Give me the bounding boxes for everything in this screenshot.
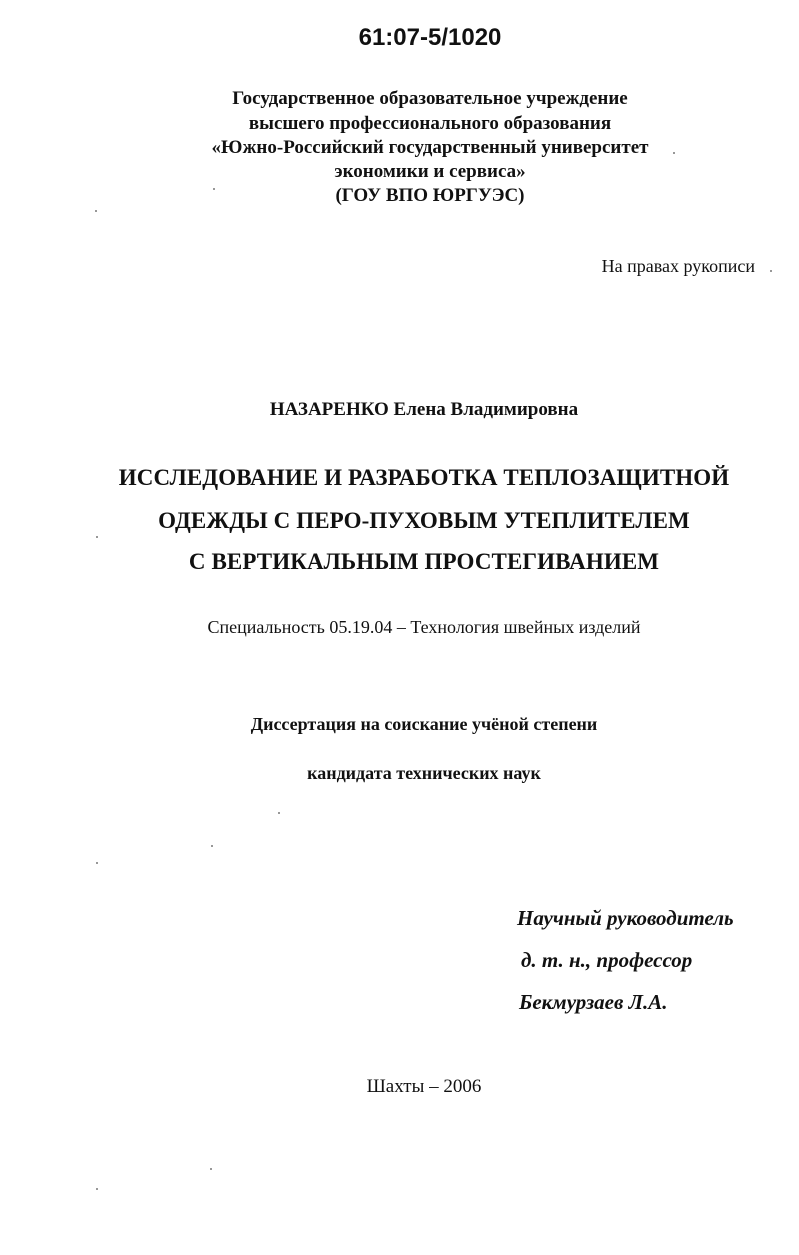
city-year: Шахты – 2006 <box>366 1076 482 1097</box>
scan-speck <box>211 845 213 847</box>
scan-speck <box>210 1168 212 1170</box>
scan-speck <box>96 1188 98 1190</box>
scan-speck <box>213 188 215 190</box>
supervisor-name: Бекмурзаев Л.А. <box>519 990 668 1014</box>
rights-note: На правах рукописи <box>601 256 755 276</box>
specialty: Специальность 05.19.04 – Технология швейных изделий <box>207 617 641 637</box>
dissertation-degree-line-2: кандидата технических наук <box>307 763 541 783</box>
thesis-title-line-2: ОДЕЖДЫ С ПЕРО-ПУХОВЫМ УТЕПЛИТЕЛЕМ <box>158 508 690 533</box>
dissertation-degree-line-1: Диссертация на соискание учёной степени <box>250 714 598 734</box>
thesis-title-line-1: ИССЛЕДОВАНИЕ И РАЗРАБОТКА ТЕПЛОЗАЩИТНОЙ <box>118 465 730 490</box>
supervisor-degree: д. т. н., профессор <box>521 948 693 972</box>
scan-speck <box>278 812 280 814</box>
institution-line-3: «Южно-Российский государственный университет <box>211 137 649 158</box>
supervisor-label: Научный руководитель <box>517 906 734 930</box>
institution-line-2: высшего профессионального образования <box>248 113 612 134</box>
scan-speck <box>770 270 772 272</box>
institution-line-1: Государственное образовательное учреждение <box>232 88 628 109</box>
institution-abbreviation: (ГОУ ВПО ЮРГУЭС) <box>335 185 525 206</box>
scan-speck <box>96 536 98 538</box>
scan-speck <box>96 862 98 864</box>
scan-speck <box>95 210 97 212</box>
institution-line-4: экономики и сервиса» <box>334 161 526 182</box>
author-name: НАЗАРЕНКО Елена Владимировна <box>269 399 579 420</box>
scan-speck <box>673 152 675 154</box>
thesis-title-line-3: С ВЕРТИКАЛЬНЫМ ПРОСТЕГИВАНИЕМ <box>188 549 660 574</box>
catalog-code: 61:07-5/1020 <box>358 24 502 51</box>
